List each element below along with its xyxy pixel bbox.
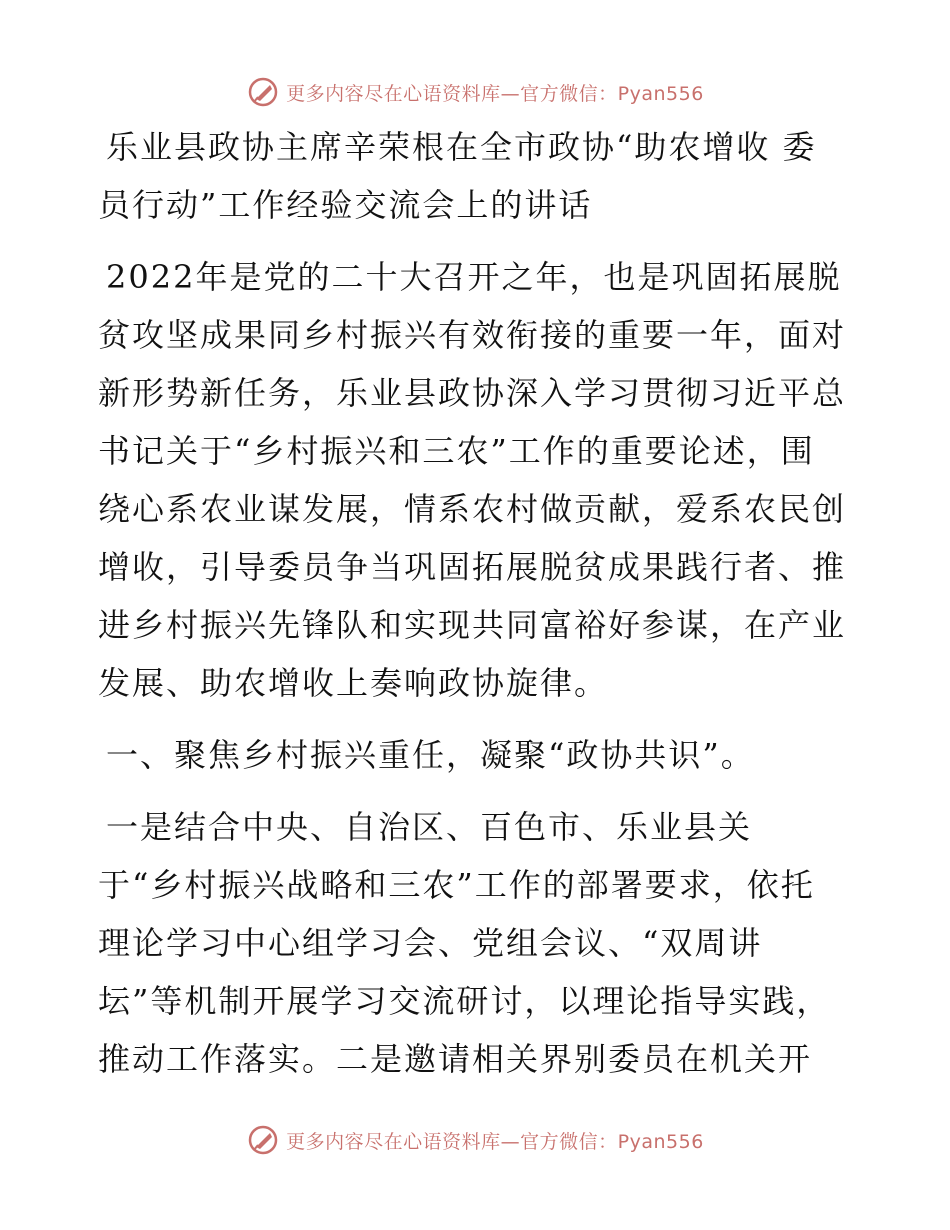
paragraph-line: 2022年是党的二十大召开之年，也是巩固拓展脱 xyxy=(106,258,842,296)
paragraph-line: 进乡村振兴先锋队和实现共同富裕好参谋，在产业 xyxy=(98,606,847,644)
paragraph-line: 于“乡村振兴战略和三农”工作的部署要求，依托 xyxy=(98,866,815,904)
paragraph-line: 绕心系农业谋发展，情系农村做贡献，爱系农民创 xyxy=(98,490,847,528)
paragraph-line: 书记关于“乡村振兴和三农”工作的重要论述，围 xyxy=(98,432,815,470)
paragraph-line: 贫攻坚成果同乡村振兴有效衔接的重要一年，面对 xyxy=(98,316,847,354)
quill-logo-icon xyxy=(246,75,280,109)
quill-logo-icon xyxy=(246,1123,280,1157)
watermark-text: 更多内容尽在心语资料库—官方微信：Pyan556 xyxy=(286,1130,704,1153)
document-title xyxy=(98,118,858,234)
paragraph-1 xyxy=(98,248,858,712)
header-watermark xyxy=(0,72,950,112)
document-body xyxy=(98,118,858,1088)
watermark-text: 更多内容尽在心语资料库—官方微信：Pyan556 xyxy=(286,82,704,105)
section-heading-1: 一、聚焦乡村振兴重任，凝聚“政协共识”。 xyxy=(106,736,755,774)
paragraph-2 xyxy=(98,798,858,1088)
paragraph-line: 新形势新任务，乐业县政协深入学习贯彻习近平总 xyxy=(98,374,847,412)
paragraph-line: 理论学习中心组学习会、党组会议、“双周讲 xyxy=(98,924,763,962)
title-line: 员行动”工作经验交流会上的讲话 xyxy=(98,186,593,224)
paragraph-line: 一是结合中央、自治区、百色市、乐业县关 xyxy=(106,808,753,846)
paragraph-line: 发展、助农增收上奏响政协旋律。 xyxy=(98,664,609,702)
paragraph-line: 增收，引导委员争当巩固拓展脱贫成果践行者、推 xyxy=(98,548,847,586)
footer-watermark xyxy=(0,1120,950,1160)
paragraph-line: 推动工作落实。二是邀请相关界别委员在机关开 xyxy=(98,1040,813,1078)
paragraph-line: 坛”等机制开展学习交流研讨，以理论指导实践， xyxy=(98,982,831,1020)
title-line: 乐业县政协主席辛荣根在全市政协“助农增收 委 xyxy=(106,128,817,166)
